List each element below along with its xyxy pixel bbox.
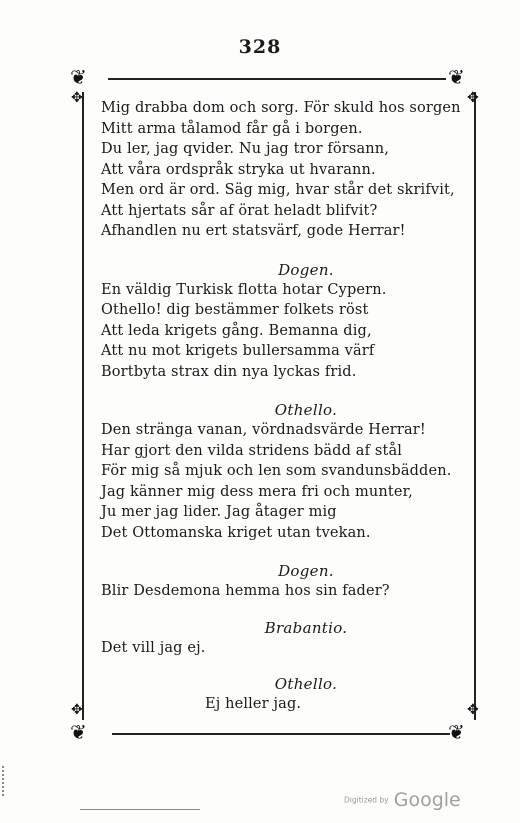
verse-line: Jag känner mig dess mera fri och munter, (101, 483, 413, 500)
verse-line: Bortbyta strax din nya lyckas frid. (101, 363, 357, 380)
border-top-rule (108, 78, 446, 80)
verse-block (101, 400, 471, 543)
speaker-name: Othello. (274, 401, 338, 419)
verse-block (101, 561, 471, 602)
speaker-name: Dogen. (278, 260, 334, 279)
verse-line: Afhandlen nu ert statsvärf, gode Herrar! (101, 223, 406, 239)
side-ornament-lower-right-icon: ✥ (467, 702, 479, 718)
speaker-name: Brabantio. (264, 618, 348, 637)
margin-ticks (2, 766, 6, 796)
speaker-name: Dogen. (278, 562, 334, 580)
verse-line: Du ler, jag qvider. Nu jag tror försann, (101, 141, 390, 157)
watermark-prefix: Digitized by (344, 795, 389, 805)
verse-line: Men ord är ord. Säg mig, hvar står det skrifvit, (101, 182, 455, 198)
verse-line: Att våra ordspråk stryka ut hvarann. (101, 161, 376, 178)
verse-line: Det Ottomanska kriget utan tvekan. (101, 524, 371, 541)
border-left-rule (82, 92, 84, 720)
verse-block (101, 618, 471, 659)
spacer (101, 242, 471, 260)
verse-text (101, 98, 471, 715)
corner-ornament-bottom-left-icon: ❦ (70, 720, 87, 744)
verse-line: Att nu mot krigets bullersamma värf (101, 343, 375, 359)
spacer (101, 382, 471, 400)
corner-ornament-top-right-icon: ❦ (448, 65, 465, 89)
page-number: 328 (238, 36, 282, 58)
corner-ornament-bottom-right-icon: ❦ (448, 720, 465, 744)
verse-line: En väldig Turkisk flotta hotar Cypern. (101, 281, 387, 298)
verse-line: För mig så mjuk och len som svandunsbädden. (101, 463, 452, 479)
verse-block (101, 98, 471, 242)
verse-line: Blir Desdemona hemma hos sin fader? (101, 583, 390, 599)
verse-line: Ej heller jag. (205, 696, 302, 712)
google-logo: Google (393, 789, 461, 811)
speaker-name: Othello. (274, 675, 338, 693)
verse-line: Othello! dig bestämmer folkets röst (101, 302, 369, 318)
verse-line: Mig drabba dom och sorg. För skuld hos sorgen (101, 100, 461, 116)
verse-line: Att hjertats sår af örat heladt blifvit? (101, 202, 378, 219)
verse-block (101, 674, 471, 715)
verse-line: Mitt arma tålamod får gå i borgen. (101, 120, 363, 137)
verse-line: Att leda krigets gång. Bemanna dig, (101, 322, 372, 339)
border-bottom-rule (112, 733, 450, 735)
corner-ornament-top-left-icon: ❦ (70, 65, 87, 89)
verse-line: Det vill jag ej. (101, 639, 206, 656)
footer-rule (80, 809, 200, 810)
spacer (101, 602, 471, 618)
verse-line: Ju mer jag lider. Jag åtager mig (101, 504, 337, 520)
side-ornament-lower-left-icon: ✥ (71, 702, 83, 718)
side-ornament-upper-left-icon: ✥ (71, 90, 83, 106)
spacer (101, 658, 471, 674)
verse-block (101, 260, 471, 383)
side-ornament-upper-right-icon: ✥ (467, 90, 479, 106)
border-right-rule (474, 92, 476, 720)
digitized-watermark (344, 789, 461, 811)
spacer (101, 543, 471, 561)
verse-line: Den stränga vanan, vördnadsvärde Herrar! (101, 422, 426, 438)
verse-line: Har gjort den vilda stridens bädd af stål (101, 442, 403, 459)
